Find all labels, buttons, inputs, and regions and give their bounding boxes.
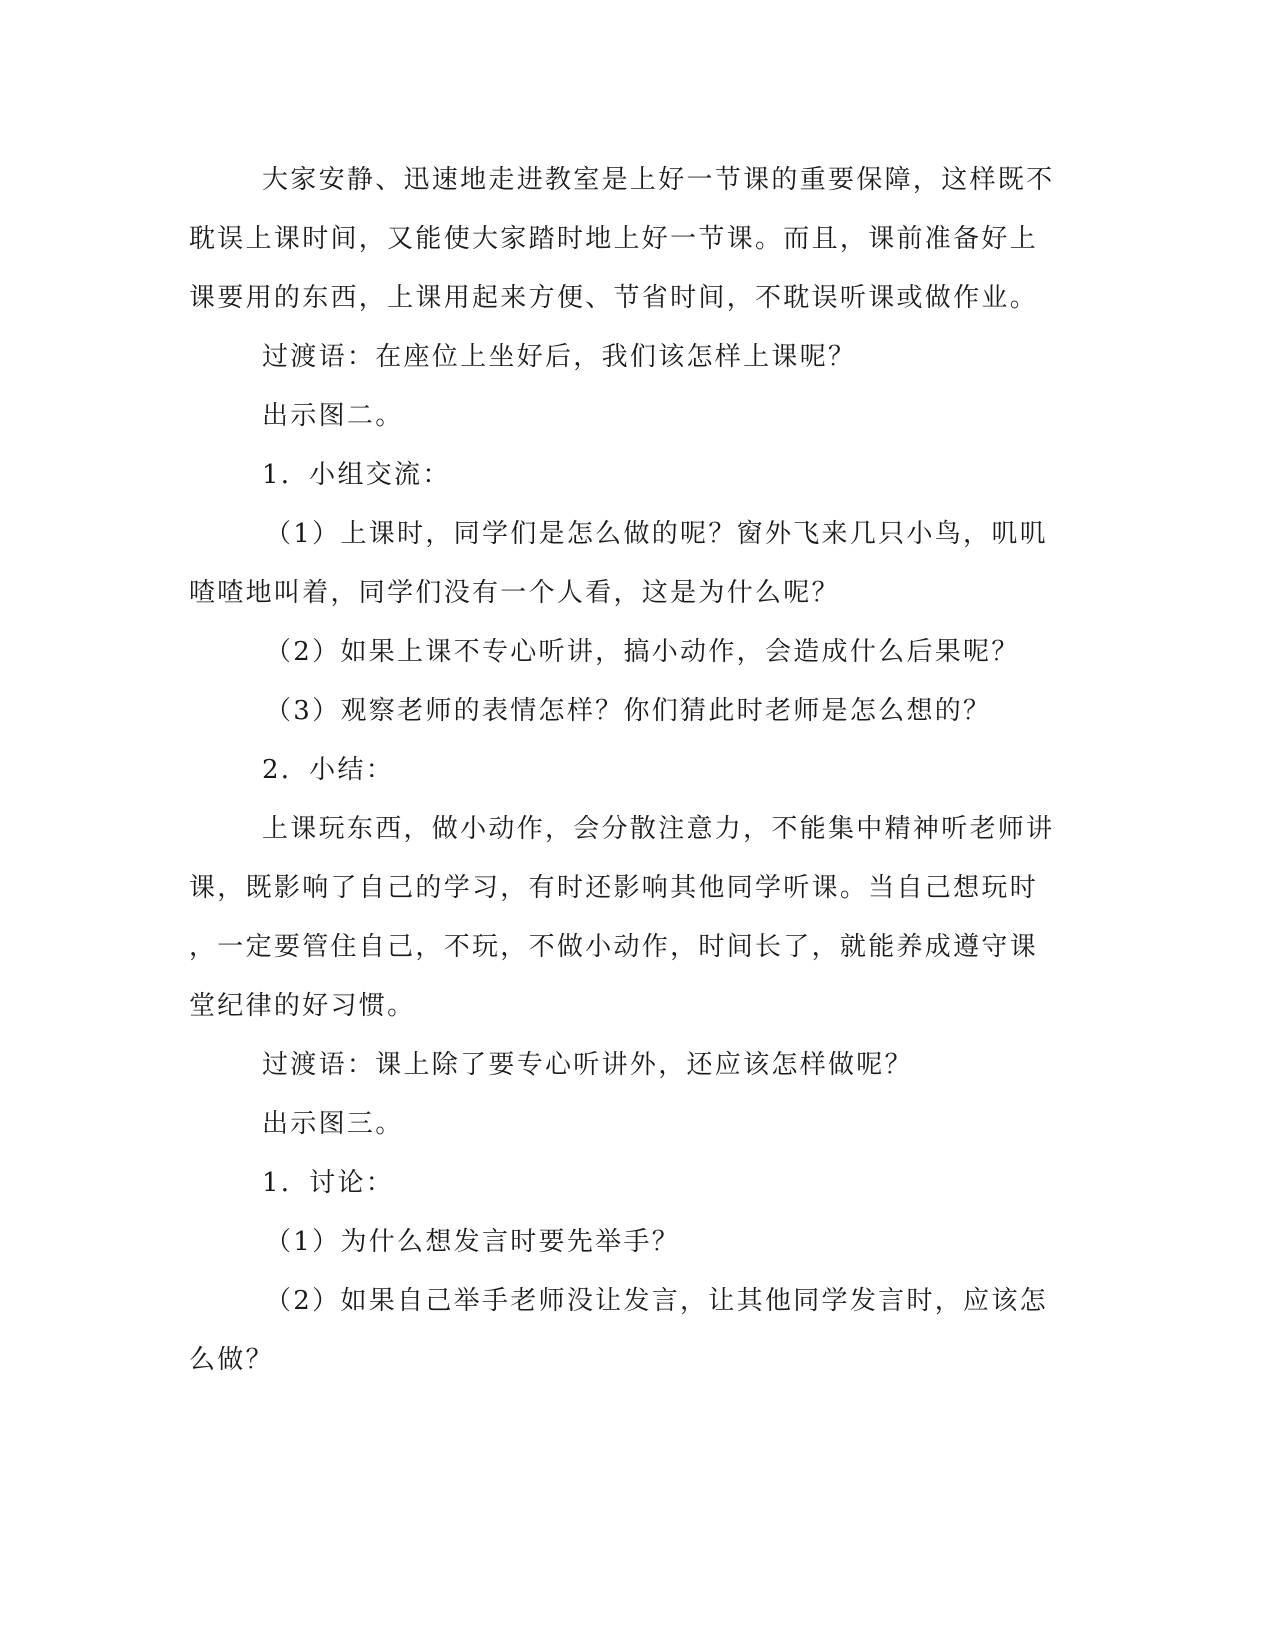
paragraph-line: 课，既影响了自己的学习，有时还影响其他同学听课。当自己想玩时 — [189, 873, 1039, 903]
paragraph-line: 大家安静、迅速地走进教室是上好一节课的重要保障，这样既不 — [262, 165, 1055, 195]
question-line: （2）如果自己举手老师没让发言，让其他同学发言时，应该怎 — [265, 1286, 1048, 1316]
paragraph-line: 课要用的东西，上课用起来方便、节省时间，不耽误听课或做作业。 — [189, 283, 1039, 313]
question-line: （3）观察老师的表情怎样？你们猜此时老师是怎么想的？ — [265, 696, 992, 726]
question-line: （1）为什么想发言时要先举手？ — [265, 1227, 681, 1257]
paragraph-line: 堂纪律的好习惯。 — [189, 991, 416, 1021]
question-line: （1）上课时，同学们是怎么做的呢？窗外飞来几只小鸟，叽叽 — [265, 519, 1048, 549]
numbered-heading: 1．小组交流： — [262, 460, 451, 490]
transition-line: 过渡语：在座位上坐好后，我们该怎样上课呢？ — [262, 342, 857, 372]
transition-line: 过渡语：课上除了要专心听讲外，还应该怎样做呢？ — [262, 1050, 913, 1080]
numbered-heading: 1．讨论： — [262, 1168, 395, 1198]
question-line: 喳喳地叫着，同学们没有一个人看，这是为什么呢？ — [189, 578, 840, 608]
paragraph-line: 耽误上课时间，又能使大家踏时地上好一节课。而且，课前准备好上 — [189, 224, 1039, 254]
paragraph-line: ，一定要管住自己，不玩，不做小动作，时间长了，就能养成遵守课 — [189, 932, 1039, 962]
show-figure-line: 出示图三。 — [262, 1109, 404, 1139]
show-figure-line: 出示图二。 — [262, 401, 404, 431]
question-line: （2）如果上课不专心听讲，搞小动作，会造成什么后果呢？ — [265, 637, 1020, 667]
paragraph-line: 上课玩东西，做小动作，会分散注意力，不能集中精神听老师讲 — [262, 814, 1055, 844]
question-line: 么做？ — [189, 1345, 274, 1375]
numbered-heading: 2．小结： — [262, 755, 395, 785]
